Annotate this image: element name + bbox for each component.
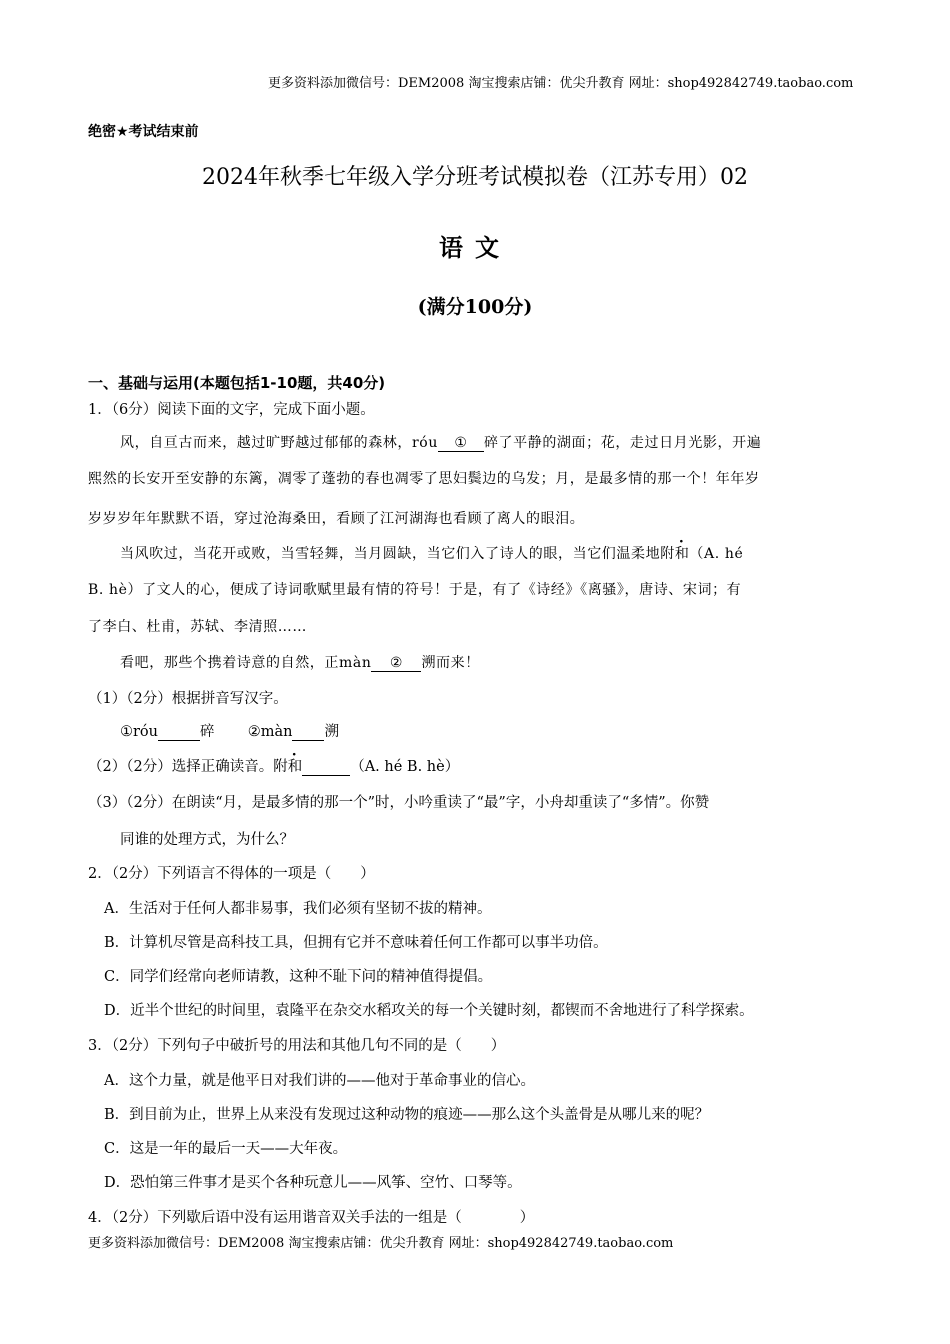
subject-title: 语文 — [439, 233, 511, 262]
passage-text: 当风吹过，当花开或败，当雪轻舞，当月圆缺，当它们入了诗人的眼，当它们温柔地附 — [120, 546, 675, 562]
answer-blank-3[interactable] — [302, 759, 350, 776]
q1-sub2 — [88, 755, 459, 776]
q3-option-c[interactable]: C．这是一年的最后一天——大年夜。 — [104, 1141, 348, 1157]
q2-option-c[interactable]: C．同学们经常向老师请教，这种不耻下问的精神值得提倡。 — [104, 969, 493, 985]
passage-p1-line1 — [120, 432, 761, 452]
passage-text: 碎了平静的湖面；花，走过日月光影，开遍 — [483, 435, 762, 451]
dotted-char: 和 — [287, 759, 303, 775]
q3-stem: 3．（2分）下列句子中破折号的用法和其他几句不同的是（ ） — [88, 1038, 506, 1054]
sub2-text: （2）（2分）选择正确读音。附 — [88, 759, 288, 775]
passage-p2-line1 — [120, 543, 743, 563]
answer-label: ②màn — [247, 724, 293, 740]
q1-sub1-answers — [120, 720, 339, 741]
blank-2[interactable]: ② — [371, 655, 421, 672]
dotted-char: 和 — [674, 546, 690, 562]
page-footer: 更多资料添加微信号：DEM2008 淘宝搜索店铺：优尖升教育 网址：shop492842749.taobao.com — [88, 1236, 674, 1251]
passage-p3 — [120, 652, 480, 672]
passage-p1-line2: 熙然的长安开至安静的东篱，凋零了蓬勃的春也凋零了思妇鬓边的乌发；月，是最多情的那一个！年年岁 — [88, 471, 760, 487]
answer-label: ①róu — [120, 724, 158, 740]
q3-option-b[interactable]: B．到目前为止，世界上从来没有发现过这种动物的痕迹——那么这个头盖骨是从哪儿来的呢？ — [104, 1107, 710, 1123]
passage-p2-line2: B. hè）了文人的心，便成了诗词歌赋里最有情的符号！于是，有了《诗经》《离骚》，唐诗、宋词；有 — [88, 582, 742, 598]
q1-sub3-line2: 同谁的处理方式，为什么？ — [120, 832, 294, 848]
blank-1[interactable]: ① — [438, 435, 484, 452]
answer-blank-2[interactable] — [292, 724, 324, 741]
q4-stem: 4．（2分）下列歇后语中没有运用谐音双关手法的一组是（ ） — [88, 1210, 535, 1226]
passage-text: 看吧，那些个携着诗意的自然，正màn — [120, 655, 372, 671]
q1-sub3-line1: （3）（2分）在朗读“月，是最多情的那一个”时，小吟重读了“最”字，小舟却重读了“多情”。你赞 — [88, 795, 710, 811]
sub2-options: （A. hé B. hè） — [350, 759, 460, 775]
q2-option-d[interactable]: D．近半个世纪的时间里，袁隆平在杂交水稻攻关的每一个关键时刻，都锲而不舍地进行了科学探索。 — [104, 1003, 754, 1019]
passage-p2-line3: 了李白、杜甫，苏轼、李清照…… — [88, 619, 307, 635]
passage-text: 溯而来！ — [421, 655, 480, 671]
answer-char: 溯 — [324, 724, 339, 740]
q2-option-a[interactable]: A．生活对于任何人都非易事，我们必须有坚韧不拔的精神。 — [104, 901, 492, 917]
full-score: (满分100分) — [417, 296, 533, 318]
section-heading: 一、基础与运用(本题包括1-10题，共40分) — [88, 374, 386, 392]
q1-stem: 1．（6分）阅读下面的文字，完成下面小题。 — [88, 402, 375, 418]
secret-mark: 绝密★考试结束前 — [88, 124, 199, 140]
exam-title: 2024年秋季七年级入学分班考试模拟卷（江苏专用）02 — [202, 165, 748, 190]
passage-p1-line3: 岁岁岁年年默默不语，穿过沧海桑田，看顾了江河湖海也看顾了离人的眼泪。 — [88, 511, 585, 527]
q3-option-d[interactable]: D．恐怕第三件事才是买个各种玩意儿——风筝、空竹、口琴等。 — [104, 1175, 522, 1191]
page-header: 更多资料添加微信号：DEM2008 淘宝搜索店铺：优尖升教育 网址：shop492842749.taobao.com — [268, 76, 854, 91]
passage-text: 风，自亘古而来，越过旷野越过郁郁的森林，róu — [120, 435, 438, 451]
q1-sub1: （1）（2分）根据拼音写汉字。 — [88, 691, 288, 707]
q2-option-b[interactable]: B．计算机尽管是高科技工具，但拥有它并不意味着任何工作都可以事半功倍。 — [104, 935, 608, 951]
q3-option-a[interactable]: A．这个力量，就是他平日对我们讲的——他对于革命事业的信心。 — [104, 1073, 535, 1089]
passage-text: （A. hé — [689, 546, 744, 562]
q2-stem: 2．（2分）下列语言不得体的一项是（ ） — [88, 866, 375, 882]
answer-blank-1[interactable] — [158, 724, 200, 741]
answer-char: 碎 — [200, 724, 215, 740]
